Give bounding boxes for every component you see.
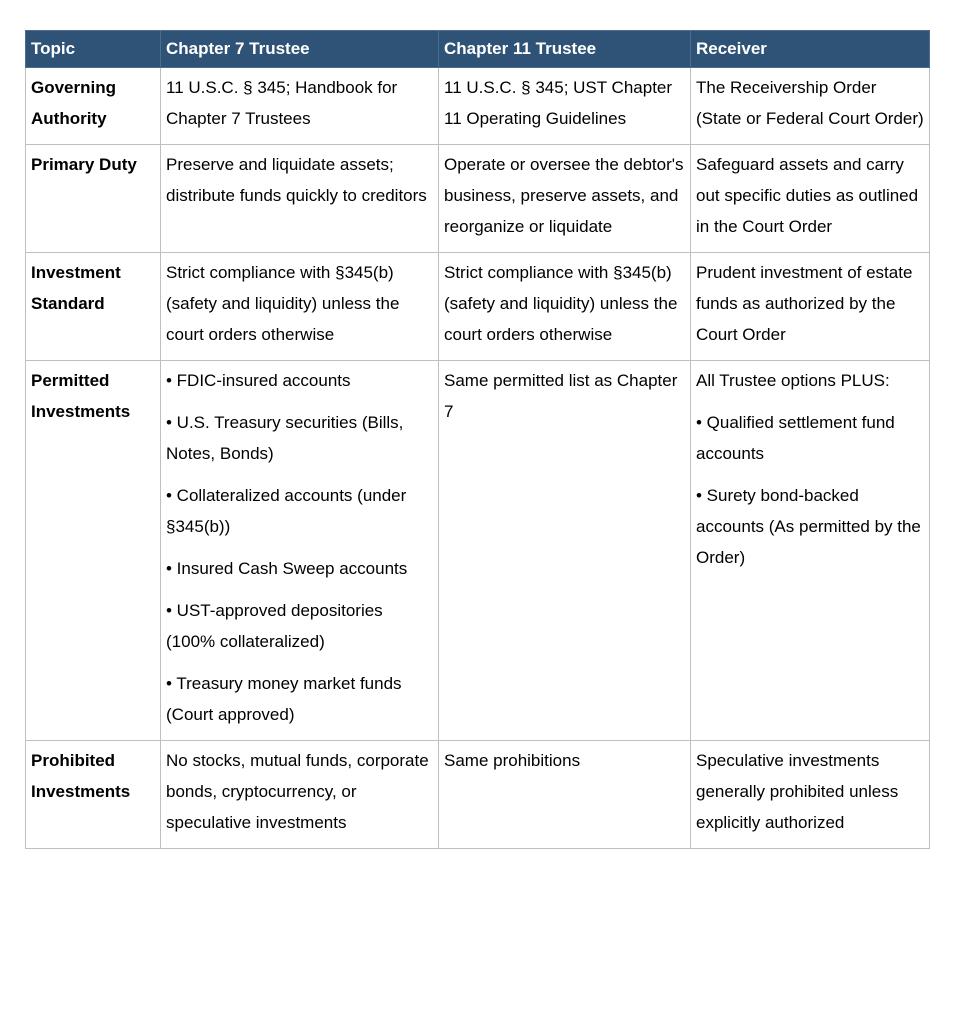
table-header xyxy=(26,31,930,68)
cell-paragraph: Prudent investment of estate funds as authorized by the Court Order xyxy=(696,263,913,344)
cell-chapter11 xyxy=(439,253,691,361)
header-receiver: Receiver xyxy=(691,31,930,68)
cell-paragraph: Strict compliance with §345(b) (safety and liquidity) unless the court orders otherwise xyxy=(444,263,678,344)
cell-receiver xyxy=(691,253,930,361)
row-topic-label: Primary Duty xyxy=(31,155,137,174)
row-topic-label: Permitted Investments xyxy=(31,371,131,421)
header-topic: Topic xyxy=(26,31,161,68)
cell-paragraph: • Insured Cash Sweep accounts xyxy=(166,559,408,578)
cell-paragraph: Same permitted list as Chapter 7 xyxy=(444,371,678,421)
cell-paragraph: Safeguard assets and carry out specific duties as outlined in the Court Order xyxy=(696,155,919,236)
cell-paragraph: The Receivership Order (State or Federal Court Order) xyxy=(696,78,924,128)
cell-paragraph: • Treasury money market funds (Court approved) xyxy=(166,674,402,724)
row-topic xyxy=(26,361,161,741)
cell-paragraph: 11 U.S.C. § 345; UST Chapter 11 Operating Guidelines xyxy=(444,78,673,128)
cell-paragraph: • U.S. Treasury securities (Bills, Notes, Bonds) xyxy=(166,413,404,463)
cell-receiver xyxy=(691,145,930,253)
cell-chapter7 xyxy=(161,253,439,361)
trustee-comparison-table xyxy=(25,30,930,849)
row-topic xyxy=(26,741,161,849)
table-body xyxy=(26,68,930,849)
cell-paragraph: • Collateralized accounts (under §345(b)) xyxy=(166,486,407,536)
row-topic-label: Governing Authority xyxy=(31,78,117,128)
row-topic xyxy=(26,253,161,361)
cell-receiver xyxy=(691,361,930,741)
cell-paragraph: Strict compliance with §345(b) (safety and liquidity) unless the court orders otherwise xyxy=(166,263,400,344)
cell-chapter7 xyxy=(161,145,439,253)
table-row xyxy=(26,741,930,849)
cell-chapter7 xyxy=(161,361,439,741)
cell-receiver xyxy=(691,68,930,145)
row-topic xyxy=(26,68,161,145)
row-topic-label: Investment Standard xyxy=(31,263,121,313)
cell-chapter7 xyxy=(161,68,439,145)
cell-paragraph: Speculative investments generally prohibited unless explicitly authorized xyxy=(696,751,899,832)
row-topic-label: Prohibited Investments xyxy=(31,751,131,801)
cell-paragraph: No stocks, mutual funds, corporate bonds, cryptocurrency, or speculative investments xyxy=(166,751,429,832)
header-chapter11-trustee: Chapter 11 Trustee xyxy=(439,31,691,68)
cell-receiver xyxy=(691,741,930,849)
table-row xyxy=(26,145,930,253)
table-row xyxy=(26,68,930,145)
cell-paragraph: • Surety bond-backed accounts (As permitted by the Order) xyxy=(696,486,921,567)
cell-paragraph: 11 U.S.C. § 345; Handbook for Chapter 7 Trustees xyxy=(166,78,398,128)
cell-chapter11 xyxy=(439,145,691,253)
cell-chapter7 xyxy=(161,741,439,849)
cell-chapter11 xyxy=(439,68,691,145)
cell-paragraph: Preserve and liquidate assets; distribute funds quickly to creditors xyxy=(166,155,427,205)
cell-paragraph: • UST-approved depositories (100% collateralized) xyxy=(166,601,383,651)
cell-paragraph: All Trustee options PLUS: xyxy=(696,371,890,390)
cell-paragraph: • FDIC-insured accounts xyxy=(166,371,351,390)
cell-chapter11 xyxy=(439,361,691,741)
cell-paragraph: Operate or oversee the debtor's business, preserve assets, and reorganize or liquidate xyxy=(444,155,684,236)
header-chapter7-trustee: Chapter 7 Trustee xyxy=(161,31,439,68)
row-topic xyxy=(26,145,161,253)
header-row xyxy=(26,31,930,68)
table-row xyxy=(26,361,930,741)
table-row xyxy=(26,253,930,361)
cell-chapter11 xyxy=(439,741,691,849)
cell-paragraph: Same prohibitions xyxy=(444,751,581,770)
cell-paragraph: • Qualified settlement fund accounts xyxy=(696,413,895,463)
